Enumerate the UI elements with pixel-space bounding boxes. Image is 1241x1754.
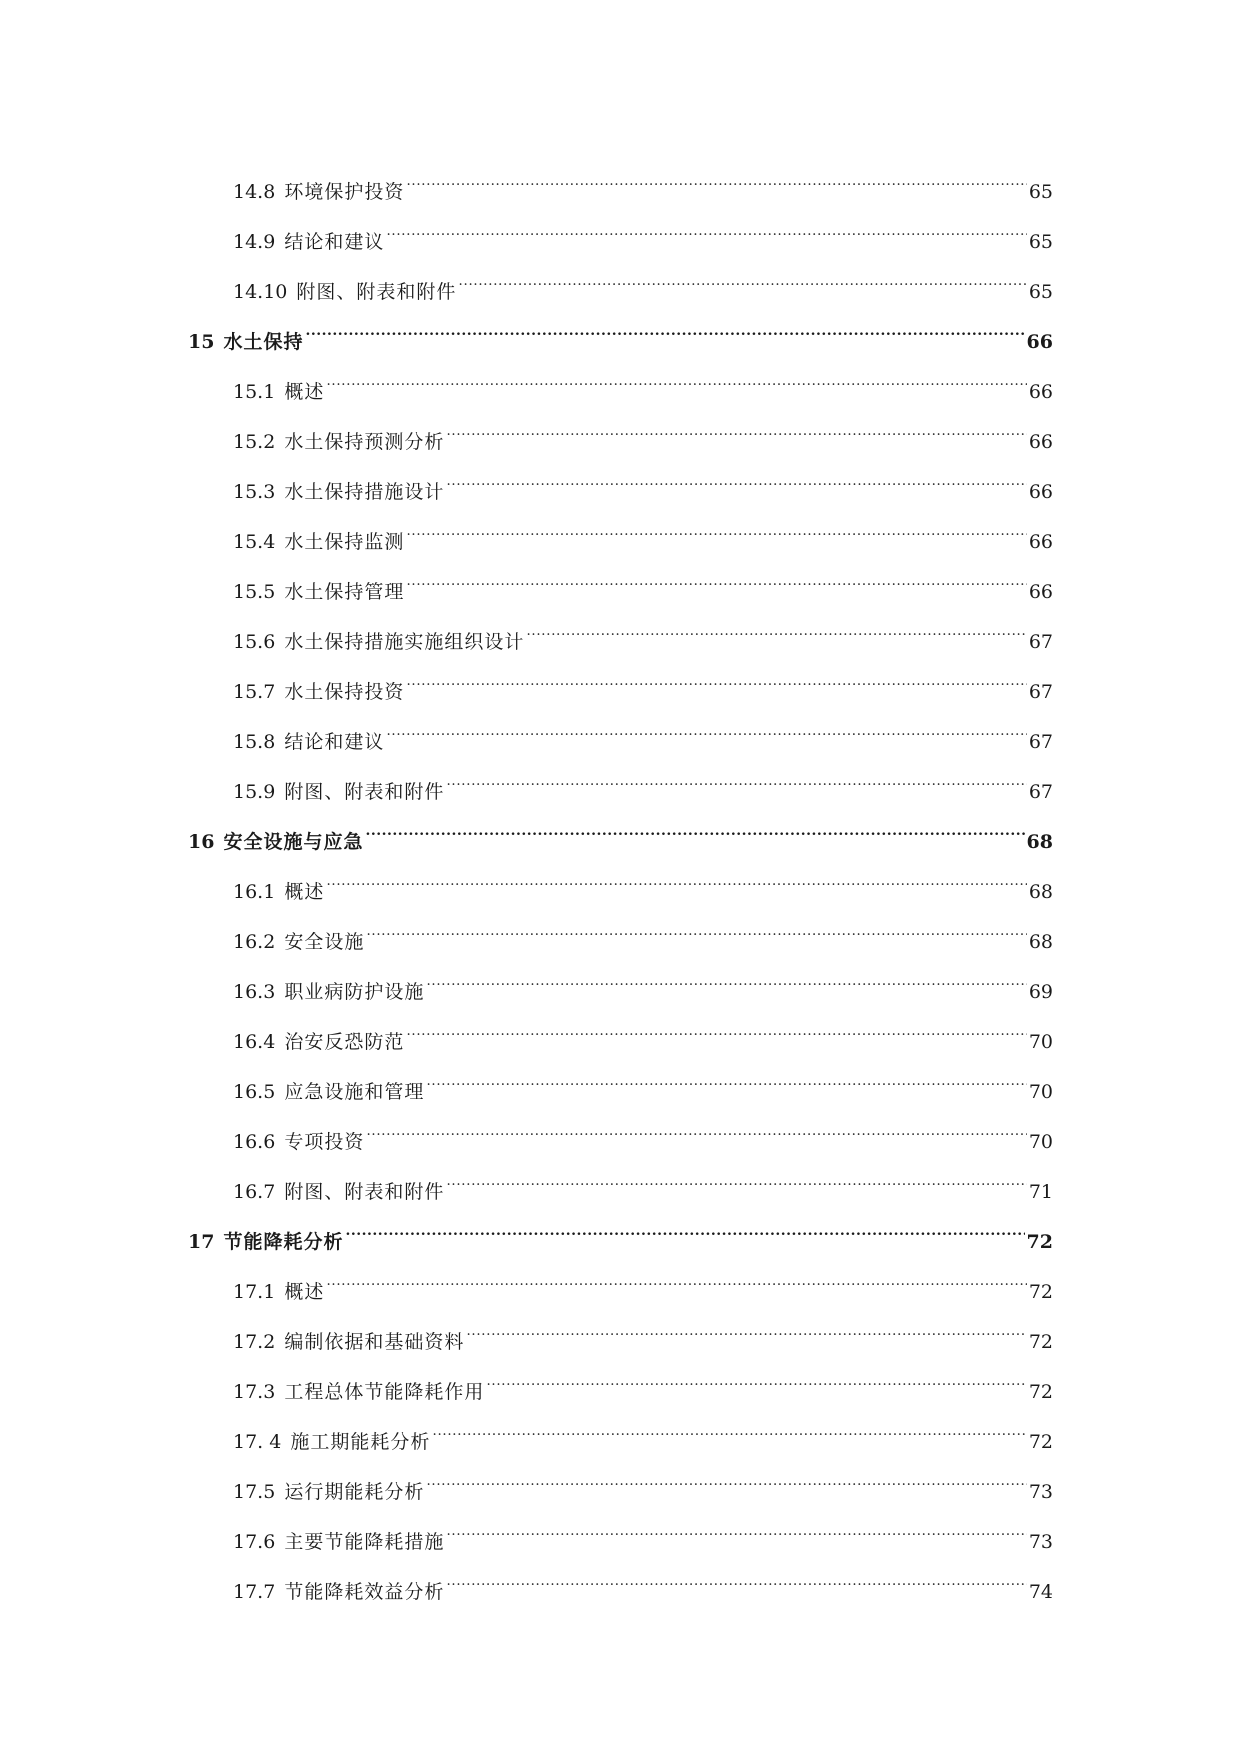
toc-entry-title: 结论和建议 [284, 231, 385, 253]
toc-entry-page: 65 [1028, 181, 1053, 203]
toc-entry-number: 16.3 [233, 981, 276, 1003]
toc-entry-number: 14.8 [233, 181, 276, 203]
toc-entry-16-3[interactable] [233, 964, 1053, 1003]
toc-entry-page: 69 [1028, 981, 1053, 1003]
toc-entry-17-7[interactable] [233, 1564, 1053, 1603]
toc-entry-number: 16.4 [233, 1031, 276, 1053]
dot-leader [406, 564, 1026, 598]
toc-entry-number: 15.9 [233, 781, 276, 803]
toc-entry-number: 15.6 [233, 631, 276, 653]
toc-entry-title: 水土保持监测 [284, 531, 405, 553]
toc-entry-page: 70 [1028, 1131, 1053, 1153]
toc-entry-title: 治安反恐防范 [284, 1031, 405, 1053]
toc-entry-16-6[interactable] [233, 1114, 1053, 1153]
toc-entry-title: 附图、附表和附件 [284, 781, 445, 803]
toc-entry-number: 15.4 [233, 531, 276, 553]
dot-leader [446, 1164, 1026, 1198]
toc-entry-number: 17.3 [233, 1381, 276, 1403]
toc-entry-page: 71 [1028, 1181, 1053, 1203]
toc-entry-title: 应急设施和管理 [284, 1081, 425, 1103]
toc-entry-number: 15.5 [233, 581, 276, 603]
toc-entry-page: 73 [1028, 1481, 1053, 1503]
toc-chapter-page: 72 [1026, 1231, 1053, 1253]
dot-leader [432, 1414, 1026, 1448]
toc-entry-15-6[interactable] [233, 614, 1053, 653]
dot-leader [386, 714, 1026, 748]
dot-leader [426, 1064, 1026, 1098]
toc-entry-16-7[interactable] [233, 1164, 1053, 1203]
toc-entry-16-2[interactable] [233, 914, 1053, 953]
toc-chapter-16[interactable] [188, 814, 1053, 853]
dot-leader [386, 214, 1026, 248]
dot-leader [446, 764, 1026, 798]
dot-leader [326, 864, 1026, 898]
toc-entry-page: 70 [1028, 1081, 1053, 1103]
dot-leader [345, 1214, 1024, 1248]
dot-leader [526, 614, 1026, 648]
dot-leader [326, 364, 1026, 398]
toc-entry-title: 水土保持措施实施组织设计 [284, 631, 525, 653]
dot-leader [446, 1564, 1026, 1598]
toc-entry-title: 专项投资 [284, 1131, 365, 1153]
toc-entry-page: 72 [1028, 1281, 1053, 1303]
toc-chapter-15[interactable] [188, 314, 1053, 353]
toc-entry-number: 16.6 [233, 1131, 276, 1153]
dot-leader [366, 914, 1026, 948]
toc-entry-title: 编制依据和基础资料 [284, 1331, 465, 1353]
toc-entry-number: 16.2 [233, 931, 276, 953]
dot-leader [446, 464, 1026, 498]
dot-leader [426, 964, 1026, 998]
toc-entry-title: 安全设施 [284, 931, 365, 953]
toc-entry-16-1[interactable] [233, 864, 1053, 903]
toc-entry-page: 66 [1028, 431, 1053, 453]
toc-entry-number: 17.2 [233, 1331, 276, 1353]
toc-entry-15-8[interactable] [233, 714, 1053, 753]
toc-entry-15-1[interactable] [233, 364, 1053, 403]
toc-entry-title: 主要节能降耗措施 [284, 1531, 445, 1553]
dot-leader [406, 1014, 1026, 1048]
toc-entry-title: 附图、附表和附件 [296, 281, 457, 303]
toc-entry-number: 16.1 [233, 881, 276, 903]
toc-entry-15-4[interactable] [233, 514, 1053, 553]
dot-leader [406, 514, 1026, 548]
toc-entry-page: 74 [1028, 1581, 1053, 1603]
toc-entry-17-1[interactable] [233, 1264, 1053, 1303]
dot-leader [466, 1314, 1026, 1348]
toc-entry-title: 附图、附表和附件 [284, 1181, 445, 1203]
dot-leader [446, 1514, 1026, 1548]
toc-entry-14-9[interactable] [233, 214, 1053, 253]
dot-leader [406, 164, 1026, 198]
toc-entry-title: 节能降耗效益分析 [284, 1581, 445, 1603]
toc-entry-15-7[interactable] [233, 664, 1053, 703]
toc-entry-title: 水土保持预测分析 [284, 431, 445, 453]
dot-leader [365, 814, 1024, 848]
toc-entry-page: 73 [1028, 1531, 1053, 1553]
toc-entry-page: 66 [1028, 581, 1053, 603]
toc-entry-page: 70 [1028, 1031, 1053, 1053]
toc-entry-17-2[interactable] [233, 1314, 1053, 1353]
toc-entry-number: 17.7 [233, 1581, 276, 1603]
toc-entry-title: 施工期能耗分析 [290, 1431, 431, 1453]
toc-entry-number: 17.5 [233, 1481, 276, 1503]
toc-entry-number: 15.1 [233, 381, 276, 403]
toc-entry-title: 运行期能耗分析 [284, 1481, 425, 1503]
toc-entry-14-8[interactable] [233, 164, 1053, 203]
toc-entry-17-5[interactable] [233, 1464, 1053, 1503]
toc-entry-15-2[interactable] [233, 414, 1053, 453]
toc-entry-page: 68 [1028, 931, 1053, 953]
toc-entry-number: 15.7 [233, 681, 276, 703]
toc-entry-title: 水土保持管理 [284, 581, 405, 603]
toc-entry-page: 67 [1028, 631, 1053, 653]
toc-entry-page: 72 [1028, 1381, 1053, 1403]
dot-leader [305, 314, 1024, 348]
toc-entry-page: 72 [1028, 1431, 1053, 1453]
toc-entry-15-3[interactable] [233, 464, 1053, 503]
toc-chapter-title: 安全设施与应急 [223, 831, 364, 853]
toc-entry-title: 环境保护投资 [284, 181, 405, 203]
toc-entry-14-10[interactable] [233, 264, 1053, 303]
toc-chapter-title: 节能降耗分析 [223, 1231, 344, 1253]
dot-leader [406, 664, 1026, 698]
toc-entry-number: 17. 4 [233, 1431, 282, 1453]
toc-entry-number: 17.1 [233, 1281, 276, 1303]
toc-entry-15-9[interactable] [233, 764, 1053, 803]
toc-entry-title: 概述 [284, 381, 325, 403]
dot-leader [326, 1264, 1026, 1298]
toc-entry-number: 17.6 [233, 1531, 276, 1553]
toc-entry-number: 16.7 [233, 1181, 276, 1203]
toc-entry-page: 67 [1028, 681, 1053, 703]
toc-entry-page: 66 [1028, 381, 1053, 403]
dot-leader [446, 414, 1026, 448]
toc-entry-page: 67 [1028, 781, 1053, 803]
toc-entry-number: 15.2 [233, 431, 276, 453]
toc-entry-number: 14.10 [233, 281, 288, 303]
toc-entry-title: 水土保持投资 [284, 681, 405, 703]
toc-entry-page: 68 [1028, 881, 1053, 903]
toc-entry-page: 66 [1028, 481, 1053, 503]
toc-entry-17-6[interactable] [233, 1514, 1053, 1553]
toc-entry-title: 工程总体节能降耗作用 [284, 1381, 485, 1403]
toc-entry-number: 16.5 [233, 1081, 276, 1103]
toc-entry-page: 65 [1028, 231, 1053, 253]
toc-entry-title: 概述 [284, 1281, 325, 1303]
toc-entry-page: 65 [1028, 281, 1053, 303]
toc-entry-15-5[interactable] [233, 564, 1053, 603]
toc-entry-title: 结论和建议 [284, 731, 385, 753]
toc-entry-16-4[interactable] [233, 1014, 1053, 1053]
toc-entry-number: 15.3 [233, 481, 276, 503]
toc-chapter-page: 68 [1026, 831, 1053, 853]
toc-chapter-page: 66 [1026, 331, 1053, 353]
dot-leader [458, 264, 1026, 298]
toc-chapter-number: 15 [188, 331, 215, 353]
dot-leader [366, 1114, 1026, 1148]
toc-chapter-number: 16 [188, 831, 215, 853]
toc-chapter-17[interactable] [188, 1214, 1053, 1253]
toc-entry-title: 概述 [284, 881, 325, 903]
toc-entry-17-4[interactable] [233, 1414, 1053, 1453]
dot-leader [486, 1364, 1026, 1398]
toc-entry-title: 职业病防护设施 [284, 981, 425, 1003]
toc-chapter-number: 17 [188, 1231, 215, 1253]
toc-entry-number: 15.8 [233, 731, 276, 753]
toc-entry-16-5[interactable] [233, 1064, 1053, 1103]
toc-entry-page: 67 [1028, 731, 1053, 753]
toc-entry-page: 66 [1028, 531, 1053, 553]
dot-leader [426, 1464, 1026, 1498]
toc-chapter-title: 水土保持 [223, 331, 304, 353]
toc-entry-title: 水土保持措施设计 [284, 481, 445, 503]
toc-entry-page: 72 [1028, 1331, 1053, 1353]
toc-entry-17-3[interactable] [233, 1364, 1053, 1403]
toc-entry-number: 14.9 [233, 231, 276, 253]
